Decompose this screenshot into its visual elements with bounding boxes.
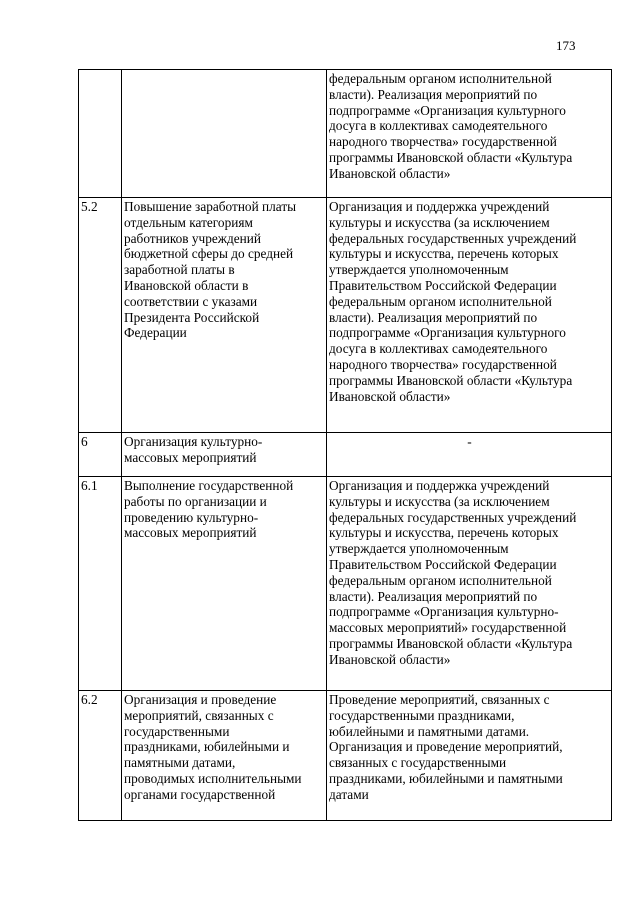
row-activity-name: Повышение заработной платы отдельным категориям работников учреждений бюджетной сферы до средней заработной платы в Ивановской области в соответствии с указами Президента Российской Федерации [122, 198, 327, 433]
row-number: 6.2 [79, 691, 122, 821]
table-row [79, 691, 612, 821]
row-description: Проведение мероприятий, связанных с государственными праздниками, юбилейными и памятными датами. Организация и проведение мероприятий, связанных с государственными праздниками, юбилейными и памятными датами [327, 691, 612, 821]
row-number: 5.2 [79, 198, 122, 433]
row-activity-name: Выполнение государственной работы по организации и проведению культурно- массовых мероприятий [122, 477, 327, 691]
table-row [79, 477, 612, 691]
page-number: 173 [556, 38, 576, 53]
table-row [79, 198, 612, 433]
row-activity-name: Организация и проведение мероприятий, связанных с государственными праздниками, юбилейными и памятными датами, проводимых исполнительными органами государственной [122, 691, 327, 821]
row-number: 6.1 [79, 477, 122, 691]
row-number [79, 70, 122, 198]
row-description: Организация и поддержка учреждений культуры и искусства (за исключением федеральных государственных учреждений культуры и искусства, перечень которых утверждается уполномоченным Правительством Российской Федерации федеральным органом исполнительной власти). Реализация мероприятий по подпрограмме «Организация культурного досуга в коллективах самодеятельного народного творчества» государственной программы Ивановской области «Культура Ивановской области» [327, 198, 612, 433]
row-description: Организация и поддержка учреждений культуры и искусства (за исключением федеральных государственных учреждений культуры и искусства, перечень которых утверждается уполномоченным Правительством Российской Федерации федеральным органом исполнительной власти). Реализация мероприятий по подпрограмме «Организация культурно- массовых мероприятий» государственной программы Ивановской области «Культура Ивановской области» [327, 477, 612, 691]
activities-table [78, 69, 612, 821]
row-description: федеральным органом исполнительной власти). Реализация мероприятий по подпрограмме «Организация культурного досуга в коллективах самодеятельного народного творчества» государственной программы Ивановской области «Культура Ивановской области» [327, 70, 612, 198]
row-description: - [327, 433, 612, 477]
table-row [79, 433, 612, 477]
row-number: 6 [79, 433, 122, 477]
table-row [79, 70, 612, 198]
row-activity-name [122, 70, 327, 198]
row-activity-name: Организация культурно- массовых мероприятий [122, 433, 327, 477]
